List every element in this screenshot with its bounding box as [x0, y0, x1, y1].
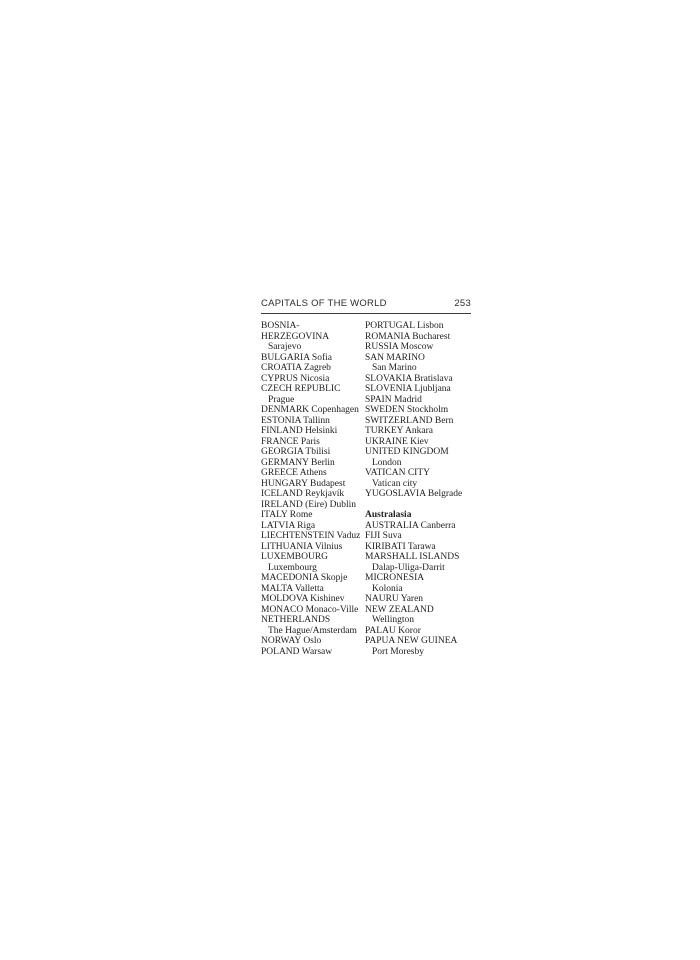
- capital-line: ROMANIA Bucharest: [365, 331, 451, 342]
- capital-line: The Hague/Amsterdam: [268, 625, 357, 636]
- capital-line: HERZEGOVINA: [261, 331, 330, 342]
- capital-line: LATVIA Riga: [261, 520, 316, 531]
- page-title: CAPITALS OF THE WORLD: [261, 298, 387, 309]
- capital-line: ESTONIA Tallinn: [261, 415, 330, 426]
- capital-line: SPAIN Madrid: [365, 394, 422, 405]
- section-heading: Australasia: [365, 510, 412, 520]
- capital-line: TURKEY Ankara: [365, 426, 433, 436]
- capital-line: POLAND Warsaw: [261, 646, 333, 657]
- capital-line: CYPRUS Nicosia: [261, 373, 330, 384]
- text-block: [261, 298, 471, 657]
- capital-line: VATICAN CITY: [365, 468, 431, 478]
- capital-line: Port Moresby: [372, 646, 424, 657]
- capital-line: Kolonia: [372, 583, 403, 594]
- capital-line: Prague: [268, 394, 295, 405]
- capital-line: Sarajevo: [268, 342, 302, 352]
- capital-line: SLOVENIA Ljubljana: [365, 384, 451, 394]
- capital-line: MONACO Monaco-Ville: [261, 604, 359, 615]
- capital-line: HUNGARY Budapest: [261, 478, 346, 489]
- capital-line: Dalap-Uliga-Darrit: [372, 562, 445, 573]
- capital-line: Vatican city: [372, 478, 418, 489]
- capital-line: ICELAND Reykjavík: [261, 489, 345, 499]
- capital-line: BOSNIA-: [261, 321, 300, 331]
- capital-line: AUSTRALIA Canberra: [365, 520, 456, 531]
- running-head: [261, 298, 471, 314]
- capital-line: GREECE Athens: [261, 468, 327, 478]
- capital-line: NEW ZEALAND: [365, 604, 434, 615]
- column-right: [365, 321, 471, 657]
- capital-line: PAPUA NEW GUINEA: [365, 636, 458, 646]
- capital-line: RUSSIA Moscow: [365, 342, 434, 352]
- capital-line: SWITZERLAND Bern: [365, 415, 454, 426]
- capital-line: SLOVAKIA Bratislava: [365, 373, 453, 384]
- capital-line: NORWAY Oslo: [261, 636, 322, 646]
- capital-line: FRANCE Paris: [261, 436, 320, 447]
- blank-line: [365, 500, 471, 511]
- capital-line: GEORGIA Tbilisi: [261, 447, 331, 457]
- capital-line: FIJI Suva: [365, 531, 402, 541]
- capital-line: CROATIA Zagreb: [261, 363, 331, 373]
- capitals-listing: [261, 321, 471, 657]
- capital-line: SAN MARINO: [365, 352, 425, 363]
- capital-line: LUXEMBOURG: [261, 552, 329, 562]
- column-left: [261, 321, 365, 657]
- capital-line: YUGOSLAVIA Belgrade: [365, 489, 463, 499]
- capital-line: LITHUANIA Vilnius: [261, 541, 343, 552]
- capital-line: London: [372, 457, 402, 468]
- capital-line: MOLDOVA Kishinev: [261, 594, 345, 604]
- capital-line: SWEDEN Stockholm: [365, 405, 449, 415]
- capital-line: PALAU Koror: [365, 625, 421, 636]
- capital-line: UNITED KINGDOM: [365, 447, 449, 457]
- capital-line: IRELAND (Eire) Dublin: [261, 499, 356, 510]
- capital-line: ITALY Rome: [261, 510, 313, 520]
- capital-line: MARSHALL ISLANDS: [365, 552, 460, 562]
- capital-line: MALTA Valletta: [261, 583, 324, 594]
- capital-line: MACEDONIA Skopje: [261, 573, 348, 583]
- capital-line: DENMARK Copenhagen: [261, 405, 359, 415]
- capital-line: Wellington: [372, 615, 414, 625]
- capital-line: PORTUGAL Lisbon: [365, 321, 444, 331]
- capital-line: FINLAND Helsinki: [261, 426, 338, 436]
- capital-line: CZECH REPUBLIC: [261, 384, 341, 394]
- capital-line: Luxembourg: [268, 562, 317, 573]
- capital-line: UKRAINE Kiev: [365, 436, 429, 447]
- capital-line: NETHERLANDS: [261, 615, 331, 625]
- capital-line: San Marino: [372, 363, 417, 373]
- capital-line: BULGARIA Sofia: [261, 352, 332, 363]
- capital-line: NAURU Yaren: [365, 594, 424, 604]
- capital-line: GERMANY Berlin: [261, 457, 335, 468]
- capital-line: KIRIBATI Tarawa: [365, 541, 436, 552]
- capital-line: MICRONESIA: [365, 573, 425, 583]
- capital-line: LIECHTENSTEIN Vaduz: [261, 531, 361, 541]
- page-number: 253: [454, 298, 471, 309]
